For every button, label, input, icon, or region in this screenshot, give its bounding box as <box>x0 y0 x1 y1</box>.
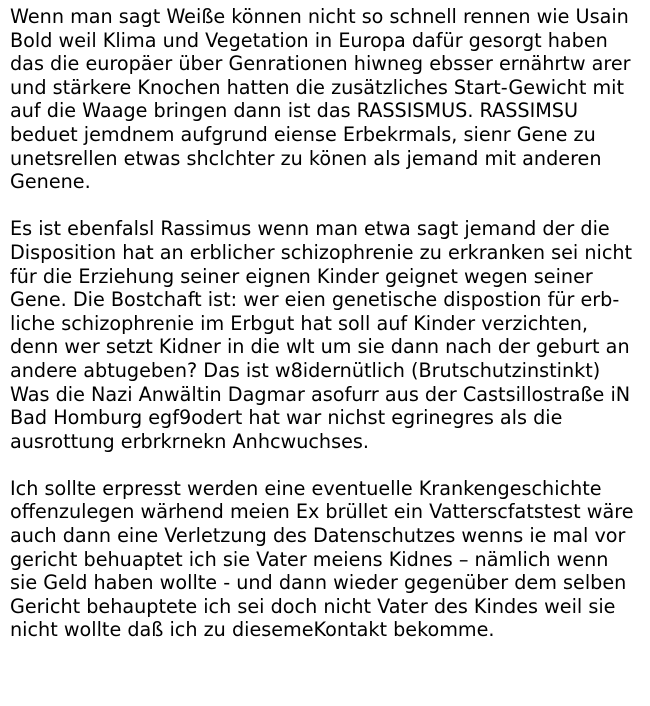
text-line: offenzulegen wärhend meien Ex brüllet ein Vatterscfatstest wäre <box>10 500 634 524</box>
document-body <box>10 5 646 666</box>
text-line: Bold weil Klima und Vegetation in Europa dafür gesorgt haben <box>10 28 608 52</box>
text-line: ausrottung erbrkrnekn Anhcwuchses. <box>10 429 369 453</box>
text-line: beduet jemdnem aufgrund eiense Erbekrmals, sienr Gene zu <box>10 122 596 146</box>
text-line: für die Erziehung seiner eignen Kinder geignet wegen seiner <box>10 264 593 288</box>
text-line: Gericht behauptete ich sei doch nicht Vater des Kindes weil sie <box>10 594 616 618</box>
text-line: auf die Waage bringen dann ist das RASSISMUS. RASSIMSU <box>10 99 579 123</box>
text-line: das die europäer über Genrationen hiwneg ebsser ernährtw arer <box>10 52 631 76</box>
text-line: liche schizophrenie im Erbgut hat soll auf Kinder verzichten, <box>10 311 589 335</box>
paragraph-racism-sprint <box>10 5 646 194</box>
text-line: Es ist ebenfalsl Rassimus wenn man etwa sagt jemand der die <box>10 217 610 241</box>
text-line: Ich sollte erpresst werden eine eventuelle Krankengeschichte <box>10 476 602 500</box>
text-line: Wenn man sagt Weiße können nicht so schnell rennen wie Usain <box>10 5 629 28</box>
paragraph-custody <box>10 477 646 642</box>
text-line: und stärkere Knochen hatten die zusätzliches Start-Gewicht mit <box>10 75 624 99</box>
text-line: Was die Nazi Anwältin Dagmar asofurr aus der Castsillostraße iN <box>10 382 631 406</box>
text-line: sie Geld haben wollte - und dann wieder gegenüber dem selben <box>10 571 627 595</box>
text-line: Gene. Die Bostchaft ist: wer eien genetische dispostion für erb- <box>10 288 620 312</box>
text-line: Bad Homburg egf9odert hat war nichst egrinegres als die <box>10 406 563 430</box>
text-line: auch dann eine Verletzung des Datenschutzes wenns ie mal vor <box>10 524 626 548</box>
text-line: gericht behuaptet ich sie Vater meiens Kidnes – nämlich wenn <box>10 547 609 571</box>
text-line: nicht wollte daß ich zu diesemeKontakt bekomme. <box>10 618 495 642</box>
text-line: Genene. <box>10 170 91 194</box>
text-line: denn wer setzt Kidner in die wlt um sie dann nach der geburt an <box>10 335 630 359</box>
paragraph-schizophrenia <box>10 217 646 453</box>
text-line: andere abtugeben? Das ist w8idernütlich (Brutschutzinstinkt) <box>10 358 601 382</box>
text-line: Disposition hat an erblicher schizophrenie zu erkranken sei nicht <box>10 240 633 264</box>
text-line: unetsrellen etwas shclchter zu könen als jemand mit anderen <box>10 146 602 170</box>
